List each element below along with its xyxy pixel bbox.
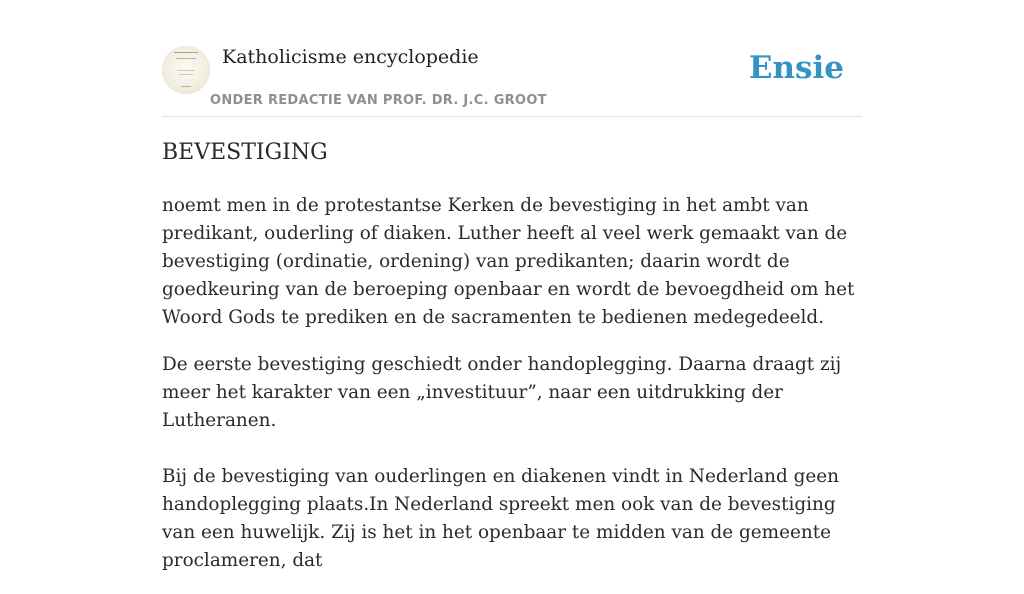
brand-logo-link[interactable]: Ensie <box>748 50 844 86</box>
article-paragraph: Bij de bevestiging van ouderlingen en diakenen vindt in Nederland geen handoplegging plaats.In Nederland spreekt men ook van de bevestiging van een huwelijk. Zij is het in het openbaar te midden van de gemeente proclameren, dat <box>162 466 840 571</box>
editor-subtitle: ONDER REDACTIE VAN PROF. DR. J.C. GROOT <box>210 93 547 108</box>
article-body <box>162 192 862 594</box>
article-title: BEVESTIGING <box>162 140 328 165</box>
article-paragraph: De eerste bevestiging geschiedt onder handoplegging. Daarna draagt zij meer het karakter van een „investituur”, naar een uitdrukking der Lutheranen. <box>162 354 842 431</box>
header <box>162 0 862 117</box>
site-title[interactable]: Katholicisme encyclopedie <box>222 46 479 68</box>
book-cover-icon[interactable] <box>162 46 210 94</box>
page <box>162 0 862 571</box>
article-paragraph: noemt men in de protestantse Kerken de bevestiging in het ambt van predikant, ouderling of diaken. Luther heeft al veel werk gemaakt van de bevestiging (ordinatie, ordening) van predikanten; daarin wordt de goedkeuring van de beroeping openbaar en wordt de bevoegdheid om het Woord Gods te prediken en de sacramenten te bedienen medegedeeld. <box>162 195 855 328</box>
